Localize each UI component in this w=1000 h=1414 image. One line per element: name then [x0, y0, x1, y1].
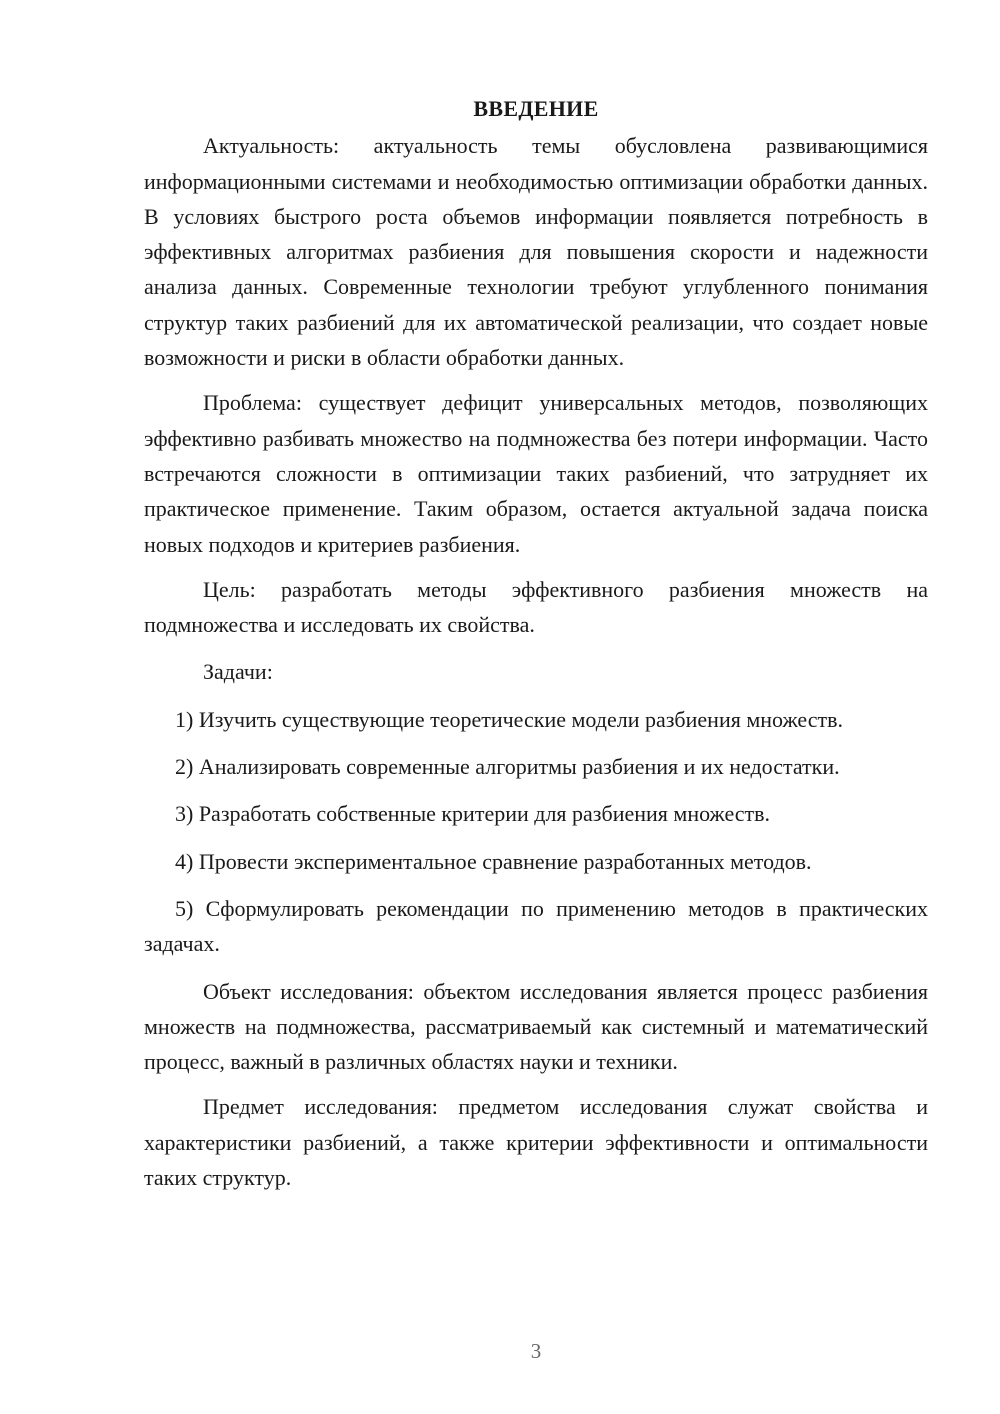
paragraph-problem: Проблема: существует дефицит универсальных методов, позволяющих эффективно разбивать множество на подмножества без потери информации. Часто встречаются сложности в оптимизации таких разбиений, что затрудняет их практическое применение. Таким образом, остается актуальной задача поиска новых подходов и критериев разбиения. [144, 390, 928, 557]
page-content [144, 91, 928, 1205]
paragraph-object: Объект исследования: объектом исследования является процесс разбиения множеств на подмножества, рассматриваемый как системный и математический процесс, важный в различных областях науки и техники. [144, 978, 928, 1075]
task-item-2: 2) Анализировать современные алгоритмы разбиения и их недостатки. [175, 754, 840, 780]
tasks-label: Задачи: [203, 659, 273, 685]
paragraph-subject: Предмет исследования: предметом исследования служат свойства и характеристики разбиений, а также критерии эффективности и оптимальности таких структур. [144, 1094, 928, 1191]
paragraph-relevance: Актуальность: актуальность темы обусловлена развивающимися информационными системами и необходимостью оптимизации обработки данных. В условиях быстрого роста объемов информации появляется потребность в эффективных алгоритмах разбиения для повышения скорости и надежности анализа данных. Современные технологии требуют углубленного понимания структур таких разбиений для их автоматической реализации, что создает новые возможности и риски в области обработки данных. [144, 133, 928, 371]
paragraph-goal: Цель: разработать методы эффективного разбиения множеств на подмножества и исследовать их свойства. [144, 576, 928, 638]
task-item-1: 1) Изучить существующие теоретические модели разбиения множеств. [175, 706, 843, 732]
page-number: 3 [530, 1339, 542, 1363]
task-item-4: 4) Провести экспериментальное сравнение разработанных методов. [175, 848, 812, 874]
task-item-3: 3) Разработать собственные критерии для разбиения множеств. [175, 801, 771, 827]
page-title: ВВЕДЕНИЕ [473, 96, 599, 121]
task-item-5: 5) Сформулировать рекомендации по применению методов в практических задачах. [144, 895, 928, 957]
